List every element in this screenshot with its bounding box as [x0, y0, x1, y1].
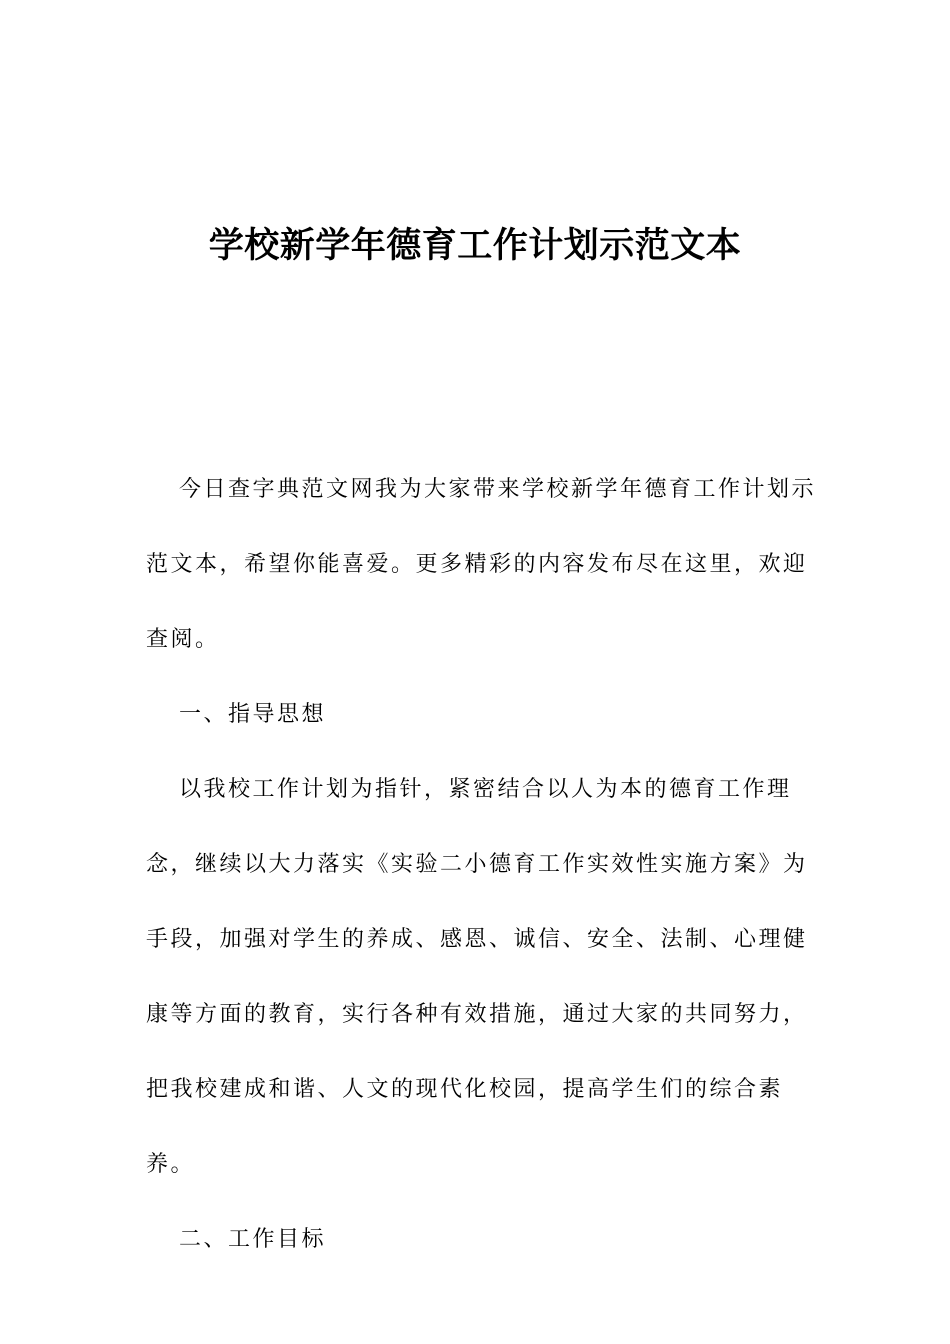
- section-heading-guiding-ideology: 一、指导思想: [179, 702, 327, 727]
- document-title: 学校新学年德育工作计划示范文本: [208, 226, 742, 266]
- section-heading-work-goals: 二、工作目标: [179, 1227, 327, 1252]
- intro-paragraph: 今日查字典范文网我为大家带来学校新学年德育工作计划示范文本，希望你能喜爱。更多精彩的内容发布尽在这里，欢迎查阅。: [146, 477, 817, 652]
- section-paragraph-guiding-ideology: 以我校工作计划为指针，紧密结合以人为本的德育工作理念，继续以大力落实《实验二小德育工作实效性实施方案》为手段，加强对学生的养成、感恩、诚信、安全、法制、心理健康等方面的教育，实行各种有效措施，通过大家的共同努力，把我校建成和谐、人文的现代化校园，提高学生们的综合素养。: [146, 777, 808, 1177]
- document-body: [146, 452, 816, 1277]
